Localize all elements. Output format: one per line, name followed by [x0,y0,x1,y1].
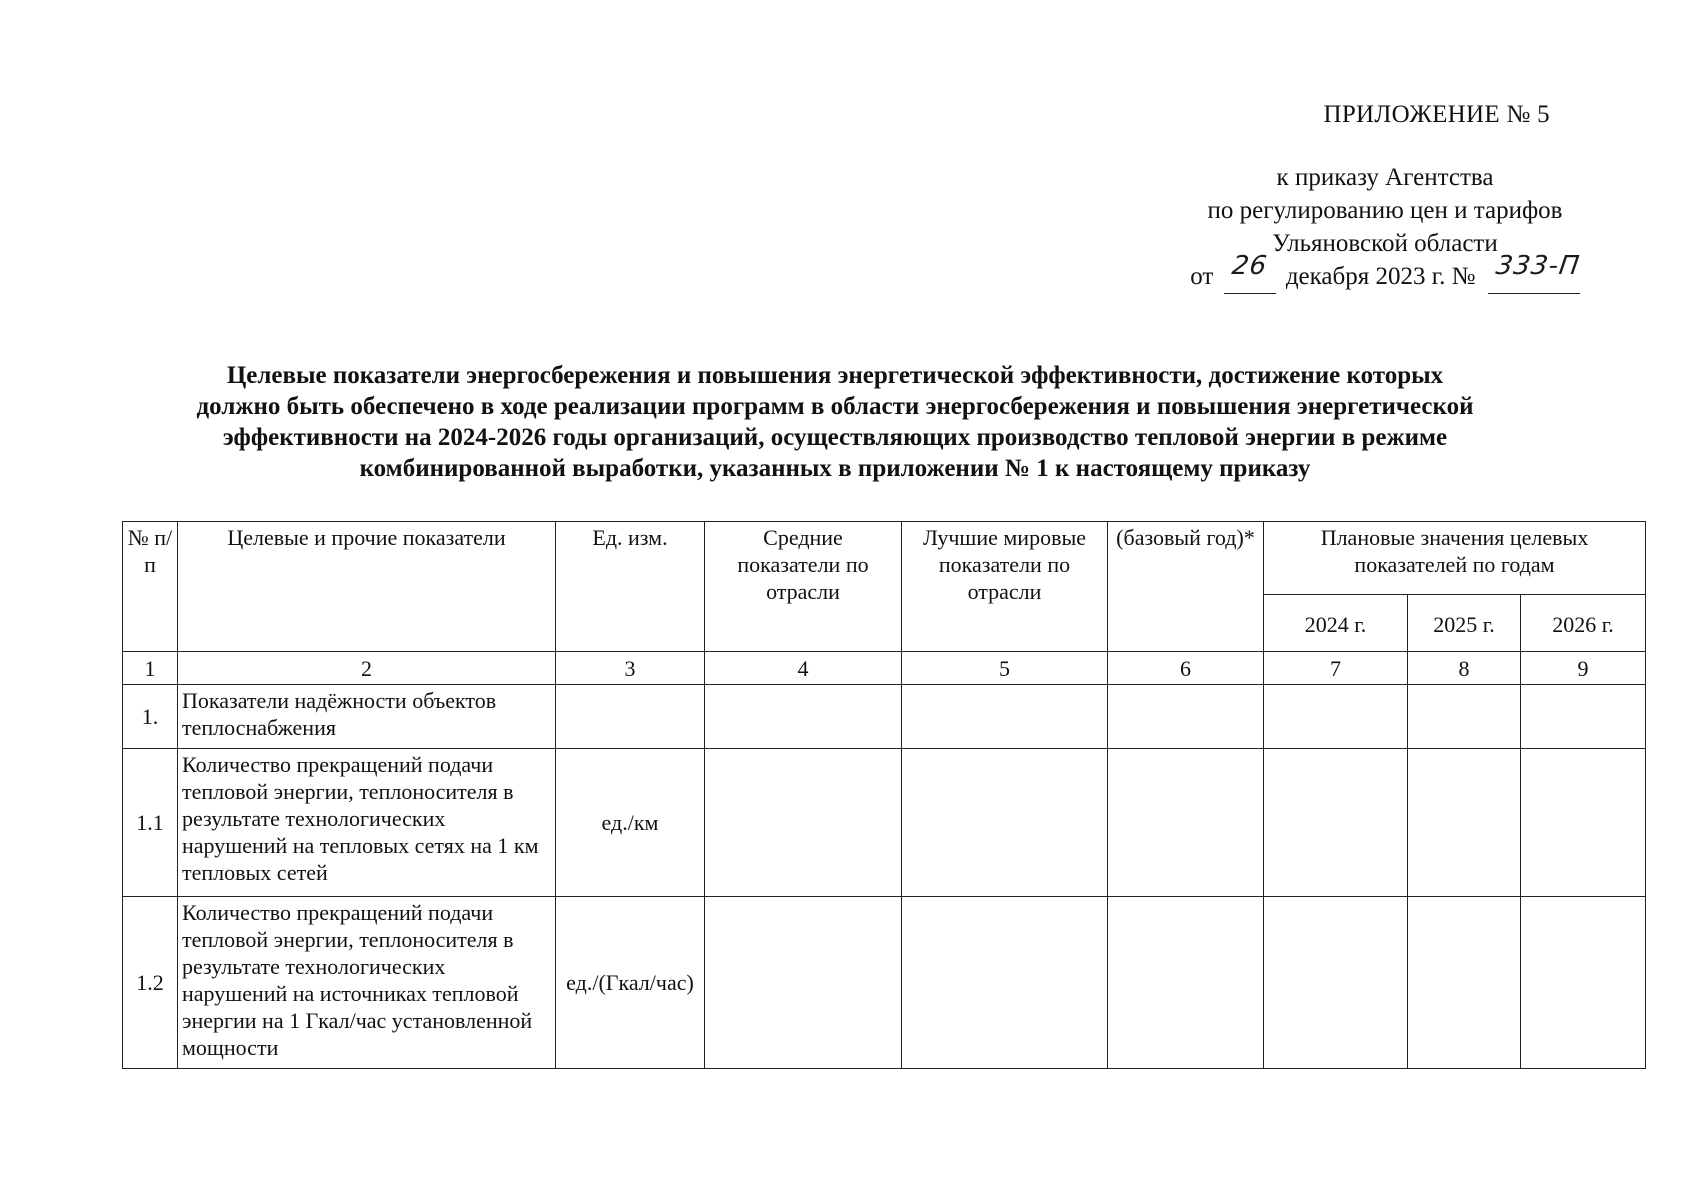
row-cell-2024 [1264,749,1408,897]
header-year-2026: 2026 г. [1521,595,1646,652]
date-rest: декабря 2023 г. № [1285,263,1476,290]
row-number: 1. [123,685,178,749]
header-num: № п/п [123,522,178,652]
column-number: 7 [1264,652,1408,685]
row-cell-2026 [1521,685,1646,749]
row-number: 1.2 [123,897,178,1069]
column-number: 5 [902,652,1108,685]
date-prefix: от [1190,263,1214,290]
title-line-2: должно быть обеспечено в ходе реализации программ в области энергосбережения и повышения энергетической [196,393,1474,420]
row-indicator-name: Показатели надёжности объектов теплоснабжения [178,685,556,749]
date-day-field [1224,251,1276,294]
row-cell-base [1108,897,1264,1069]
column-number: 9 [1521,652,1646,685]
table-row [123,685,1646,749]
column-number: 6 [1108,652,1264,685]
appendix-line-order: к приказу Агентства [1276,164,1494,191]
column-number: 8 [1408,652,1521,685]
row-indicator-name: Количество прекращений подачи тепловой энергии, теплоносителя в результате технологических нарушений на источниках тепловой энергии на 1 Гкал/час установленной мощности [178,897,556,1069]
title-line-4: комбинированной выработки, указанных в приложении № 1 к настоящему приказу [359,455,1311,482]
row-cell-2025 [1408,685,1521,749]
row-cell-2026 [1521,897,1646,1069]
column-number: 1 [123,652,178,685]
appendix-line-region: Ульяновской области [1272,230,1498,257]
row-cell-base [1108,685,1264,749]
row-cell-2024 [1264,897,1408,1069]
column-number: 3 [556,652,705,685]
row-cell-best [902,685,1108,749]
header-base-year: (базовый год)* [1108,522,1264,652]
header-year-2024: 2024 г. [1264,595,1408,652]
table-row [123,897,1646,1069]
document-title [100,360,1570,484]
row-cell-2026 [1521,749,1646,897]
row-number: 1.1 [123,749,178,897]
handwritten-order-number: 333-П [1493,251,1582,281]
row-cell-2025 [1408,749,1521,897]
row-cell-base [1108,749,1264,897]
order-number-field [1488,251,1582,294]
row-cell-avg [705,749,902,897]
row-unit: ед./км [556,749,705,897]
row-cell-best [902,897,1108,1069]
title-line-3: эффективности на 2024-2026 годы организаций, осуществляющих производство тепловой энергии в режиме [222,424,1448,451]
row-cell-avg [705,897,902,1069]
table-row [123,749,1646,897]
header-avg: Средние показатели по отрасли [705,522,902,652]
column-number: 2 [178,652,556,685]
title-line-1: Целевые показатели энергосбережения и повышения энергетической эффективности, достижение которых [226,362,1444,389]
row-cell-best [902,749,1108,897]
header-plan: Плановые значения целевых показателей по годам [1264,522,1646,595]
order-date-line [1150,251,1620,294]
handwritten-day: 26 [1229,251,1269,281]
header-name: Целевые и прочие показатели [178,522,556,652]
header-unit: Ед. изм. [556,522,705,652]
column-number: 4 [705,652,902,685]
row-cell-2024 [1264,685,1408,749]
header-best: Лучшие мировые показатели по отрасли [902,522,1108,652]
row-unit: ед./(Гкал/час) [556,897,705,1069]
appendix-header [1150,98,1620,294]
row-cell-2025 [1408,897,1521,1069]
appendix-line-agency: по регулированию цен и тарифов [1207,197,1563,224]
column-number-row [123,652,1646,685]
header-year-2025: 2025 г. [1408,595,1521,652]
appendix-title: ПРИЛОЖЕНИЕ № 5 [1323,101,1550,128]
row-cell-avg [705,685,902,749]
row-indicator-name: Количество прекращений подачи тепловой энергии, теплоносителя в результате технологических нарушений на тепловых сетях на 1 км тепловых сетей [178,749,556,897]
row-unit [556,685,705,749]
indicators-table [122,521,1646,1069]
